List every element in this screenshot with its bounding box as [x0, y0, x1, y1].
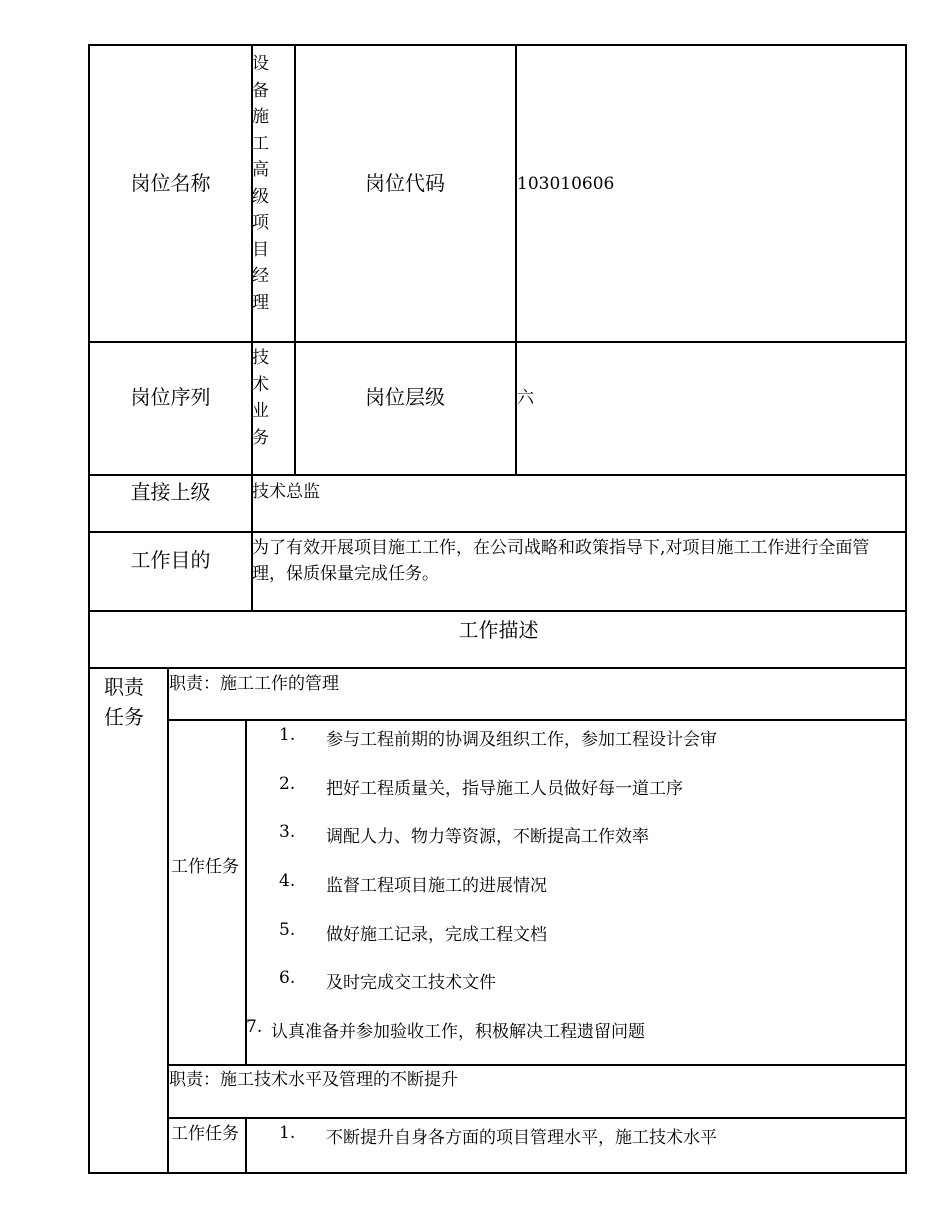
task-text: 不断提升自身各方面的项目管理水平，施工技术水平 — [326, 1128, 717, 1148]
column-divider — [515, 46, 517, 474]
task-text: 调配人力、物力等资源，不断提高工作效率 — [326, 827, 649, 847]
post-level-value: 六 — [517, 388, 534, 408]
task-number: 4. — [279, 871, 296, 891]
post-sequence-value: 技术业务 — [252, 348, 269, 448]
row-divider — [167, 1064, 907, 1066]
post-code-value: 103010606 — [517, 174, 615, 194]
task-number: 2. — [279, 774, 296, 794]
task-number: 1. — [279, 1123, 296, 1143]
task-number: 1. — [279, 725, 296, 745]
task-text: 认真准备并参加验收工作，积极解决工程遗留问题 — [271, 1022, 645, 1042]
post-name-label: 岗位名称 — [130, 171, 211, 195]
task-text: 及时完成交工技术文件 — [326, 973, 496, 993]
row-divider — [90, 474, 907, 476]
duty-2-task-label: 工作任务 — [171, 1124, 239, 1144]
task-text: 做好施工记录，完成工程文档 — [326, 925, 547, 945]
post-level-label: 岗位层级 — [365, 385, 445, 409]
task-text: 参与工程前期的协调及组织工作，参加工程设计会审 — [326, 730, 717, 750]
task-number: 3. — [279, 822, 296, 842]
task-number: 6. — [279, 968, 296, 988]
duty-2-title: 职责：施工技术水平及管理的不断提升 — [169, 1070, 458, 1090]
row-divider — [90, 610, 907, 612]
post-code-label: 岗位代码 — [365, 171, 445, 195]
row-divider — [90, 531, 907, 533]
post-sequence-label: 岗位序列 — [130, 385, 211, 409]
section-title: 工作描述 — [458, 618, 539, 642]
row-divider — [167, 719, 907, 721]
task-text: 把好工程质量关，指导施工人员做好每一道工序 — [326, 779, 683, 799]
row-divider — [167, 1117, 907, 1119]
duty-label: 职责任务 — [104, 675, 144, 729]
post-name-value: 设备施工高级项目经理 — [252, 54, 269, 313]
task-text: 监督工程项目施工的进展情况 — [326, 876, 547, 896]
column-divider — [167, 667, 169, 1174]
task-number: 5. — [279, 920, 296, 940]
column-divider — [245, 1117, 247, 1174]
row-divider — [90, 667, 907, 669]
supervisor-label: 直接上级 — [130, 480, 211, 504]
duty-1-task-label: 工作任务 — [171, 857, 239, 877]
job-description-table — [88, 44, 907, 1174]
column-divider — [245, 719, 247, 1064]
purpose-label: 工作目的 — [130, 548, 211, 572]
purpose-value: 为了有效开展项目施工工作，在公司战略和政策指导下,对项目施工工作进行全面管理，保质保量完成任务。 — [252, 538, 870, 584]
row-divider — [90, 341, 907, 343]
task-number: 7. — [246, 1017, 263, 1037]
supervisor-value: 技术总监 — [252, 482, 320, 502]
duty-1-title: 职责：施工工作的管理 — [169, 674, 339, 694]
